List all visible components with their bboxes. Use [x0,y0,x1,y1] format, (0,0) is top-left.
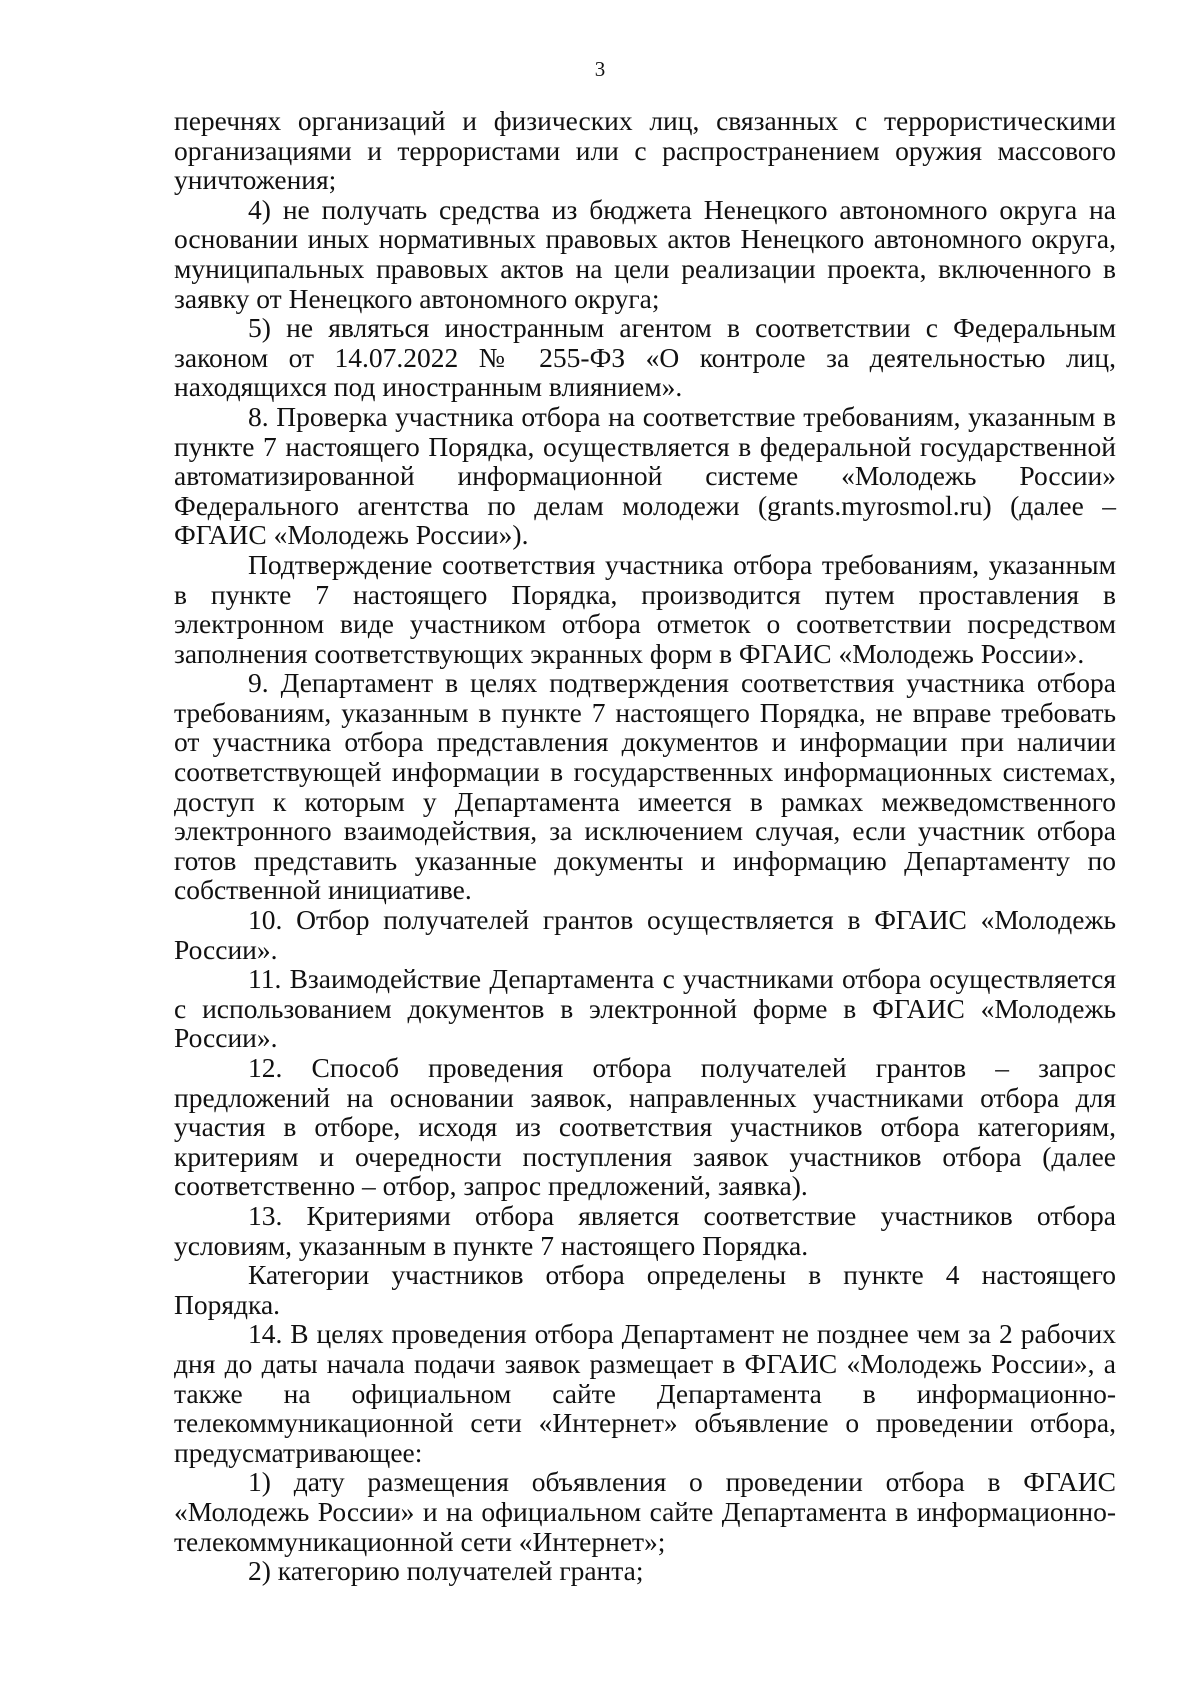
paragraph-continuation: перечнях организаций и физических лиц, связанных с террористическими организациями и террористами или с распространением оружия массового уничтожения; [174,105,1116,196]
paragraph-clause-12: 12. Способ проведения отбора получателей грантов – запрос предложений на основании заявок, направленных участниками отбора для участия в отборе, исходя из соответствия участников отбора категориям, критериям и очередности поступления заявок участников отбора (далее соответственно – отбор, запрос предложений, заявка). [174,1052,1116,1202]
paragraph-categories: Категории участников отбора определены в пункте 4 настоящего Порядка. [174,1259,1116,1320]
paragraph-clause-14: 14. В целях проведения отбора Департамент не позднее чем за 2 рабочих дня до даты начала подачи заявок размещает в ФГАИС «Молодежь России», а также на официальном сайте Департамента в информационно-телекоммуникационной сети «Интернет» объявление о проведении отбора, предусматривающее: [174,1318,1116,1468]
paragraph-item-5: 5) не являться иностранным агентом в соответствии с Федеральным законом от 14.07.2022 № 255-ФЗ «О контроле за деятельностью лиц, находящихся под иностранным влиянием». [174,312,1116,403]
paragraph-clause-8: 8. Проверка участника отбора на соответствие требованиям, указанным в пункте 7 настоящего Порядка, осуществляется в федеральной государственной автоматизированной информационной системе «Молодежь России» Федерального агентства по делам молодежи (grants.myrosmol.ru) (далее – ФГАИС «Молодежь России»). [174,400,1116,551]
paragraph-subitem-2: 2) категорию получателей гранта; [248,1555,644,1587]
page-number: 3 [594,57,606,81]
paragraph-clause-9: 9. Департамент в целях подтверждения соответствия участника отбора требованиям, указанным в пункте 7 настоящего Порядка, не вправе требовать от участника отбора представления документов и информации при наличии соответствующей информации в государственных информационных системах, доступ к которым у Департамента имеется в рамках межведомственного электронного взаимодействия, за исключением случая, если участник отбора готов представить указанные документы и информацию Департаменту по собственной инициативе. [174,667,1116,906]
paragraph-clause-11: 11. Взаимодействие Департамента с участниками отбора осуществляется с использованием документов в электронной форме в ФГАИС «Молодежь России». [174,963,1116,1054]
paragraph-clause-13: 13. Критериями отбора является соответствие участников отбора условиям, указанным в пункте 7 настоящего Порядка. [174,1199,1116,1261]
paragraph-clause-10: 10. Отбор получателей грантов осуществляется в ФГАИС «Молодежь России». [174,904,1116,965]
paragraph-item-4: 4) не получать средства из бюджета Ненецкого автономного округа на основании иных нормативных правовых актов Ненецкого автономного округа, муниципальных правовых актов на цели реализации проекта, включенного в заявку от Ненецкого автономного округа; [174,193,1116,314]
document-body [174,106,1116,1586]
paragraph-subitem-1: 1) дату размещения объявления о проведении отбора в ФГАИС «Молодежь России» и на официальном сайте Департамента в информационно-телекоммуникационной сети «Интернет»; [174,1466,1116,1557]
paragraph-confirmation: Подтверждение соответствия участника отбора требованиям, указанным в пункте 7 настоящего Порядка, производится путем проставления в электронном виде участником отбора отметок о соответствии посредством заполнения соответствующих экранных форм в ФГАИС «Молодежь России». [174,548,1116,669]
